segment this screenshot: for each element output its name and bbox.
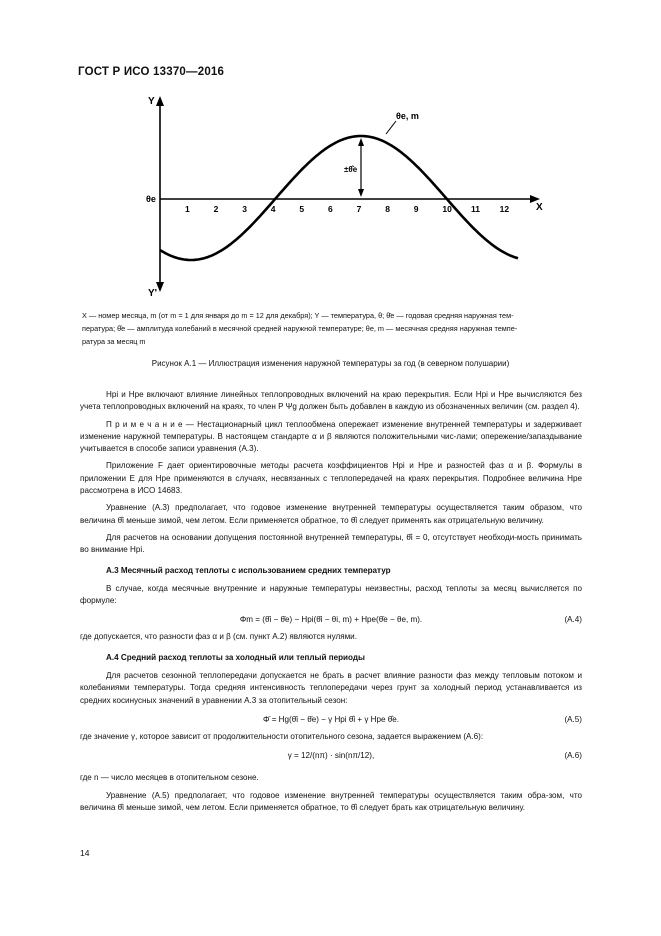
formula-a5-number: (А.5) (564, 714, 582, 724)
x-tick-label: 12 (499, 204, 510, 214)
x-tick-label: 2 (213, 204, 219, 214)
legend-line-1: X — номер месяца, m (от m = 1 для января до m = 12 для декабря); Y — температура, θ; θ̄e — годовая средняя наружная тем- (82, 311, 514, 320)
figure-title: Рисунок А.1 — Иллюстрация изменения наружной температуры за год (в северном полушарии) (151, 359, 510, 368)
amplitude-arrow-top (358, 138, 364, 146)
x-tick-label: 6 (328, 204, 333, 214)
x-tick-label: 4 (270, 204, 276, 214)
paragraph-phase-zero: где допускается, что разности фаз α и β (см. пункт А.2) являются нулями. (80, 632, 357, 642)
paragraph-hpi-hpe: Hpi и Hpe включают влияние линейных теплопроводных включений на краю перекрытия. Если Hpi и Hpe вычисляются без учета теплопроводных включений на краях, то член P Ψg должен быть добавлен в каждую из обозначенных величин (см. раздел 4). (80, 390, 582, 412)
formula-a6 (80, 748, 582, 772)
document-header: ГОСТ Р ИСО 13370—2016 (78, 66, 225, 78)
x-tick-label: 8 (385, 204, 390, 214)
paragraph-monthly-heat: В случае, когда месячные внутренние и наружные температуры неизвестны, расход теплоты за месяц вычисляется по формуле: (80, 583, 582, 606)
formula-a4-expression: Φm = (θ̄i − θ̄e) − Hpi(θ̄i − θi, m) + Hpe(θ̄e − θe, m). (239, 615, 423, 625)
formula-a5-expression: Φ̄ = Hg(θ̄i − θ̄e) − γ Hpi θ̂i + γ Hpe θ̂e. (262, 714, 400, 724)
paragraph-appendix-f: Приложение F дает ориентировочные методы расчета коэффициентов Hpi и Hpe и разностей фаз α и β. Формулы в приложении Е для Hpe применяются в случаях, несвязанных с теплопередачей на краях перекрытия. Подробнее величина Hpe рассмотрена в ИСО 14683. (80, 461, 582, 496)
paragraph-constant-temperature: Для расчетов на основании допущения постоянной внутренней температуры, θ̂i = 0, отсутствует необходи-мость принимать во внимание Hpi. (80, 532, 582, 555)
formula-a4 (80, 612, 582, 631)
section-a3-heading: А.3 Месячный расход теплоты с использованием средних температур (106, 565, 391, 575)
curve-label-leader (386, 121, 396, 134)
figure-legend (82, 309, 582, 348)
formula-a6-expression: γ = 12/(nπ) · sin(nπ/12), (287, 751, 375, 761)
y-axis-arrow-top (156, 96, 164, 106)
x-tick-label: 5 (299, 204, 305, 214)
amplitude-arrow-bottom (358, 189, 364, 197)
x-tick-labels (185, 204, 509, 214)
x-tick-label: 7 (356, 204, 362, 214)
legend-line-3: ратура за месяц m (82, 337, 146, 346)
body-text (80, 389, 582, 819)
legend-line-2: пература; θ̂e — амплитуда колебаний в месячной средней наружной температуре; θe, m — месячная средняя наружная темпе- (82, 324, 518, 333)
x-tick-label: 11 (471, 204, 480, 214)
paragraph-n-definition: где n — число месяцев в отопительном сезоне. (80, 773, 259, 783)
page-number: 14 (80, 848, 90, 858)
paragraph-equation-a3: Уравнение (А.3) предполагает, что годовое изменение внутренней температуры осуществляется таким образом, что величина θ̂i меньше зимой, чем летом. Если применяется обратное, то θ̂i следует применять как отрицательную величину. (80, 503, 582, 525)
formula-a6-number: (А.6) (564, 751, 582, 761)
y-axis-label: Y (148, 96, 155, 107)
section-a4-heading: А.4 Средний расход теплоты за холодный или теплый периоды (106, 652, 365, 662)
temperature-figure (0, 0, 661, 305)
y-axis-label-bottom: Y' (148, 288, 158, 299)
amplitude-label: ±θ̂e (344, 165, 358, 174)
y-axis-arrow-bottom (156, 282, 164, 292)
formula-a5 (80, 712, 582, 731)
paragraph-equation-a5: Уравнение (А.5) предполагает, что годовое изменение внутренней температуры осуществляется таким обра-зом, что величина θ̂i меньше зимой, чем летом. Если применяется обратное, то θ̂i следует брать как отрицательную величину. (80, 790, 582, 812)
x-tick-label: 3 (242, 204, 247, 214)
formula-a4-number: (А.4) (564, 615, 582, 625)
paragraph-note: П р и м е ч а н и е — Нестационарный цикл теплообмена опережает изменение внутренней температуры и задерживает изменение наружной температуры. В настоящем стандарте α и β являются положительными чис-лами; опережение/запаздывание учитывается в способе записи уравнения (А.3). (80, 419, 582, 454)
x-tick-label: 1 (185, 204, 190, 214)
x-tick-label: 10 (442, 204, 452, 214)
x-axis-label: X (536, 202, 543, 213)
x-tick-label: 9 (413, 204, 419, 214)
paragraph-seasonal: Для расчетов сезонной теплопередачи допускается не брать в расчет влияние разности фаз между тепловым потоком и колебаниями температуры. Тогда средняя интенсивность теплопередачи через грунт за холодный период устанавливается из средних косинусных значений в уравнении А.3 за отопительный сезон: (80, 671, 582, 705)
curve-label: θe, m (396, 111, 419, 121)
origin-label: θe (146, 194, 156, 204)
temperature-curve (160, 136, 518, 260)
paragraph-gamma: где значение γ, которое зависит от продолжительности отопительного сезона, задается выражением (А.6): (80, 731, 484, 741)
